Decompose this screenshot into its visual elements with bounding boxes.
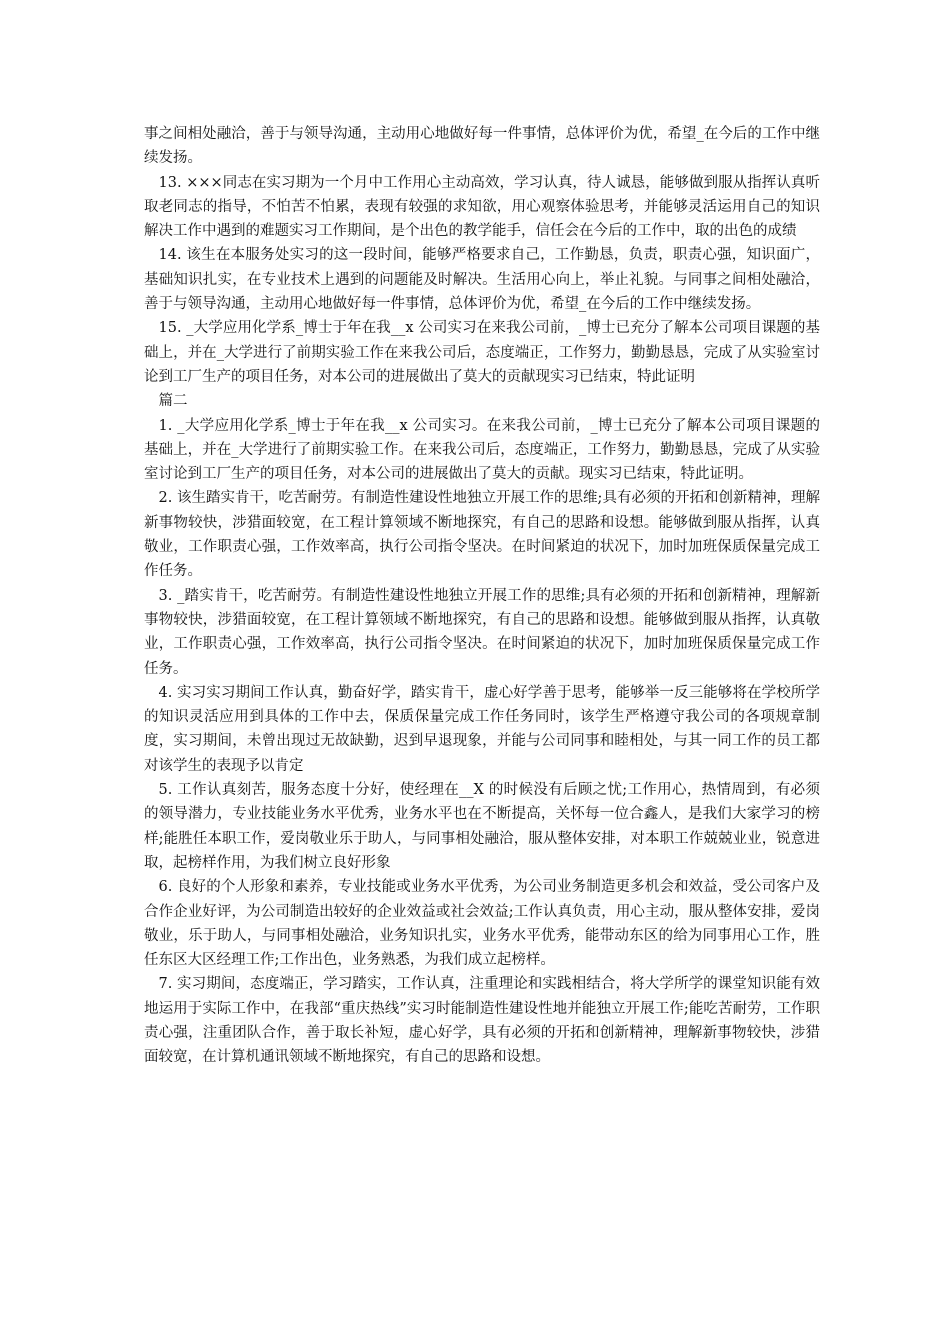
paragraph-item-14: 14. 该生在本服务处实习的这一段时间，能够严格要求自己，工作勤恳，负责，职责心强，知识面广，基础知识扎实，在专业技术上遇到的问题能及时解决。生活用心向上，举止礼貌。与同事之间相处融洽，善于与领导沟通，主动用心地做好每一件事情，总体评价为优，希望_在今后的工作中继续发扬。 [144, 247, 820, 313]
section-heading: 篇二 [158, 393, 188, 410]
paragraph-item-2: 2. 该生踏实肯干，吃苦耐劳。有制造性建设性地独立开展工作的思维;具有必须的开拓和创新精神，理解新事物较快，涉猎面较宽，在工程计算领域不断地探究，有自己的思路和设想。能够做到服从指挥，认真敬业，工作职责心强，工作效率高，执行公司指令坚决。在时间紧迫的状况下，加时加班保质保量完成工作任务。 [144, 490, 820, 580]
paragraph-item-7: 7. 实习期间，态度端正，学习踏实，工作认真，注重理论和实践相结合，将大学所学的课堂知识能有效地运用于实际工作中，在我部“重庆热线”实习时能制造性建设性地并能独立开展工作;能吃苦耐劳，工作职责心强，注重团队合作，善于取长补短，虚心好学，具有必须的开拓和创新精神，理解新事物较快，涉猎面较宽，在计算机通讯领域不断地探究，有自己的思路和设想。 [144, 976, 820, 1066]
paragraph-item-1: 1. _大学应用化学系_博士于年在我__x 公司实习。在来我公司前，_博士已充分了解本公司项目课题的基础上，并在_大学进行了前期实验工作。在来我公司后，态度端正，工作努力，勤勤恳恳，完成了从实验室讨论到工厂生产的项目任务，对本公司的进展做出了莫大的贡献。现实习已结束，特此证明。 [144, 417, 820, 483]
paragraph-item-3: 3. _踏实肯干，吃苦耐劳。有制造性建设性地独立开展工作的思维;具有必须的开拓和创新精神，理解新事物较快，涉猎面较宽，在工程计算领域不断地探究，有自己的思路和设想。能够做到服从指挥，认真敬业，工作职责心强，工作效率高，执行公司指令坚决。在时间紧迫的状况下，加时加班保质保量完成工作任务。 [144, 587, 820, 677]
paragraph-item-15: 15. _大学应用化学系_博士于年在我__x 公司实习在来我公司前，_博士已充分了解本公司项目课题的基础上，并在_大学进行了前期实验工作在来我公司后，态度端正，工作努力，勤勤恳恳，完成了从实验室讨论到工厂生产的项目任务，对本公司的进展做出了莫大的贡献现实习已结束，特此证明 [144, 320, 820, 385]
paragraph-item-4: 4. 实习实习期间工作认真，勤奋好学，踏实肯干，虚心好学善于思考，能够举一反三能够将在学校所学的知识灵活应用到具体的工作中去，保质保量完成工作任务同时，该学生严格遵守我公司的各项规章制度，实习期间，未曾出现过无故缺勤，迟到早退现象，并能与公司同事和睦相处，与其一同工作的员工都对该学生的表现予以肯定 [144, 684, 820, 774]
paragraph-item-13: 13. ×××同志在实习期为一个月中工作用心主动高效，学习认真，待人诚恳，能够做到服从指挥认真听取老同志的指导，不怕苦不怕累，表现有较强的求知欲，用心观察体验思考，并能够灵活运用自己的知识解决工作中遇到的难题实习工作期间，是个出色的教学能手，信任会在今后的工作中，取的出色的成绩 [144, 174, 820, 240]
document-body [144, 122, 820, 1070]
paragraph-item-6: 6. 良好的个人形象和素养，专业技能或业务水平优秀，为公司业务制造更多机会和效益，受公司客户及合作企业好评，为公司制造出较好的企业效益或社会效益;工作认真负责，用心主动，服从整体安排，爱岗敬业，乐于助人，与同事相处融洽，业务知识扎实，业务水平优秀，能带动东区的给为同事用心工作，胜任东区大区经理工作;工作出色，业务熟悉，为我们成立起榜样。 [144, 879, 820, 969]
paragraph-item-5: 5. 工作认真刻苦，服务态度十分好，使经理在__X 的时候没有后顾之忧;工作用心，热情周到，有必须的领导潜力，专业技能业务水平优秀，业务水平也在不断提高，关怀每一位合鑫人，是我们大家学习的榜样;能胜任本职工作，爱岗敬业乐于助人，与同事相处融洽，服从整体安排，对本职工作兢兢业业，锐意进取，起榜样作用，为我们树立良好形象 [144, 782, 820, 871]
paragraph-continuation: 事之间相处融洽，善于与领导沟通，主动用心地做好每一件事情，总体评价为优，希望_在今后的工作中继续发扬。 [144, 126, 820, 167]
